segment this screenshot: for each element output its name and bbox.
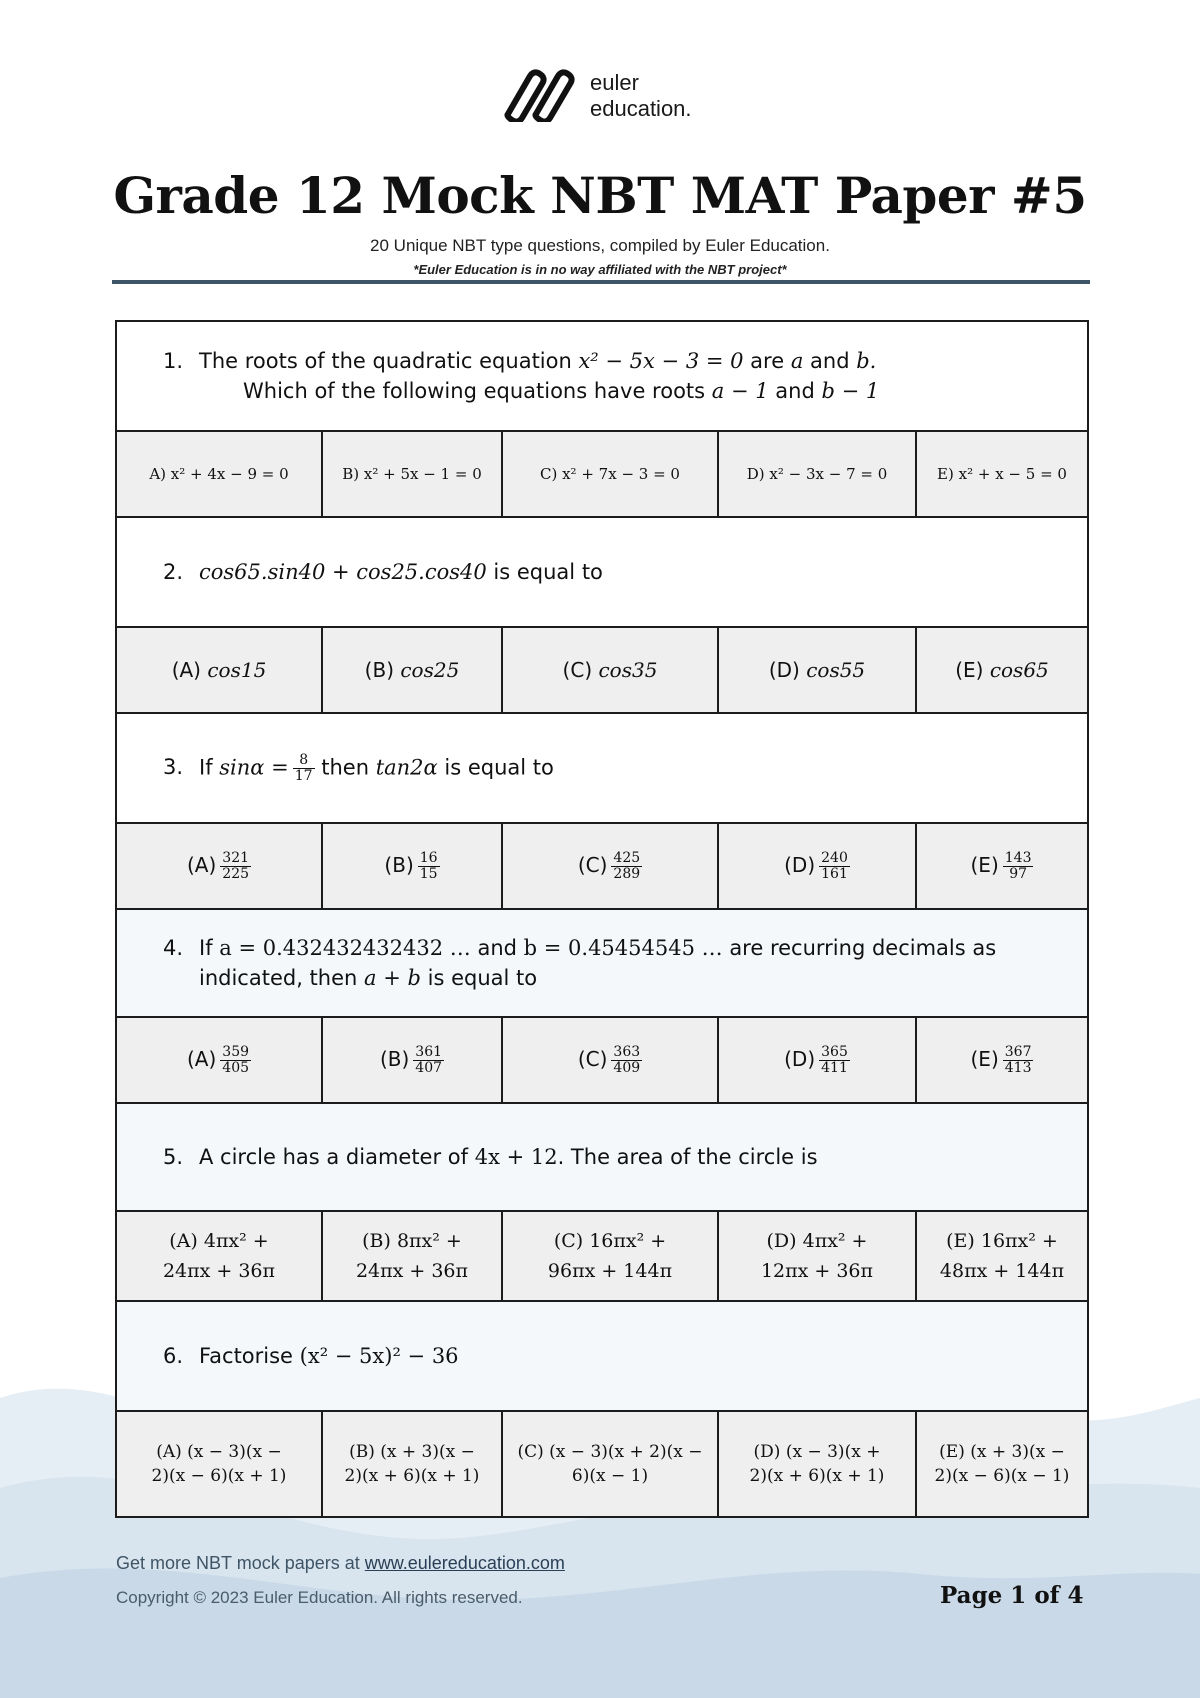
option-d[interactable]: (D) cos55 <box>718 627 916 713</box>
paperclip-logo-icon <box>500 68 584 122</box>
option-a[interactable]: A) x² + 4x − 9 = 0 <box>116 431 322 517</box>
option-d[interactable]: (D) 4πx² + 12πx + 36π <box>718 1211 916 1301</box>
logo-line-1: euler <box>590 70 639 95</box>
question-5-options <box>116 1211 1088 1301</box>
option-b[interactable]: (B) $\frac{16}{15}$ <box>322 823 502 909</box>
option-c[interactable]: C) x² + 7x − 3 = 0 <box>502 431 718 517</box>
option-e[interactable]: (E) (x + 3)(x − 2)(x − 6)(x − 1) <box>916 1411 1088 1517</box>
question-4 <box>116 909 1088 1017</box>
option-e[interactable]: E) x² + x − 5 = 0 <box>916 431 1088 517</box>
option-b[interactable]: (B) 8πx² + 24πx + 36π <box>322 1211 502 1301</box>
footer-promo: Get more NBT mock papers at www.eulereducation.com <box>116 1553 565 1573</box>
option-d[interactable]: (D) $\frac{240}{161}$ <box>718 823 916 909</box>
option-e[interactable]: (E) $\frac{143}{97}$ <box>916 823 1088 909</box>
option-c[interactable]: (C) $\frac{425}{289}$ <box>502 823 718 909</box>
question-3-text: 3. If sinα = $\frac{8}{17}$ then tan2α is equal to <box>116 713 1088 823</box>
option-d[interactable]: (D) (x − 3)(x + 2)(x + 6)(x + 1) <box>718 1411 916 1517</box>
question-5 <box>116 1103 1088 1211</box>
page-number: Page 1 of 4 <box>940 1582 1084 1609</box>
option-c[interactable]: (C) cos35 <box>502 627 718 713</box>
question-4-text: 4. If a = 0.432432432432 … and b = 0.45454545 … are recurring decimals as indicated, then a + b is equal to <box>116 909 1088 1017</box>
option-a[interactable]: (A) $\frac{321}{225}$ <box>116 823 322 909</box>
option-c[interactable]: (C) $\frac{363}{409}$ <box>502 1017 718 1103</box>
option-d[interactable]: D) x² − 3x − 7 = 0 <box>718 431 916 517</box>
question-1 <box>116 321 1088 431</box>
page-subtitle: 20 Unique NBT type questions, compiled by Euler Education. <box>370 236 830 255</box>
logo-line-2: education. <box>590 96 692 121</box>
option-b[interactable]: (B) (x + 3)(x − 2)(x + 6)(x + 1) <box>322 1411 502 1517</box>
question-6-options <box>116 1411 1088 1517</box>
website-link[interactable]: www.eulereducation.com <box>364 1553 565 1573</box>
option-d[interactable]: (D) $\frac{365}{411}$ <box>718 1017 916 1103</box>
question-2 <box>116 517 1088 627</box>
question-3-options <box>116 823 1088 909</box>
copyright-notice: Copyright © 2023 Euler Education. All rights reserved. <box>116 1588 523 1607</box>
option-a[interactable]: (A) 4πx² + 24πx + 36π <box>116 1211 322 1301</box>
fraction: $\frac{8}{17}$ <box>294 751 313 784</box>
disclaimer: *Euler Education is in no way affiliated with the NBT project* <box>413 262 787 277</box>
euler-education-logo <box>500 66 710 126</box>
page-title: Grade 12 Mock NBT MAT Paper #5 <box>113 166 1087 225</box>
option-e[interactable]: (E) $\frac{367}{413}$ <box>916 1017 1088 1103</box>
option-b[interactable]: (B) cos25 <box>322 627 502 713</box>
option-a[interactable]: (A) $\frac{359}{405}$ <box>116 1017 322 1103</box>
option-b[interactable]: B) x² + 5x − 1 = 0 <box>322 431 502 517</box>
option-e[interactable]: (E) cos65 <box>916 627 1088 713</box>
option-a[interactable]: (A) (x − 3)(x − 2)(x − 6)(x + 1) <box>116 1411 322 1517</box>
option-e[interactable]: (E) 16πx² + 48πx + 144π <box>916 1211 1088 1301</box>
option-a[interactable]: (A) cos15 <box>116 627 322 713</box>
question-table <box>115 320 1089 1518</box>
question-1-text: 1. The roots of the quadratic equation x² − 5x − 3 = 0 are a and b. Which of the following equations have roots a − 1 and b − 1 <box>116 321 1088 431</box>
question-3 <box>116 713 1088 823</box>
logo-wordmark <box>590 70 692 122</box>
question-4-options <box>116 1017 1088 1103</box>
question-6 <box>116 1301 1088 1411</box>
option-c[interactable]: (C) (x − 3)(x + 2)(x − 6)(x − 1) <box>502 1411 718 1517</box>
question-2-text: 2. cos65.sin40 + cos25.cos40 is equal to <box>116 517 1088 627</box>
question-2-options <box>116 627 1088 713</box>
header-divider <box>112 280 1090 284</box>
question-5-text: 5. A circle has a diameter of 4x + 12. The area of the circle is <box>116 1103 1088 1211</box>
question-6-text: 6. Factorise (x² − 5x)² − 36 <box>116 1301 1088 1411</box>
question-1-options <box>116 431 1088 517</box>
option-b[interactable]: (B) $\frac{361}{407}$ <box>322 1017 502 1103</box>
option-c[interactable]: (C) 16πx² + 96πx + 144π <box>502 1211 718 1301</box>
